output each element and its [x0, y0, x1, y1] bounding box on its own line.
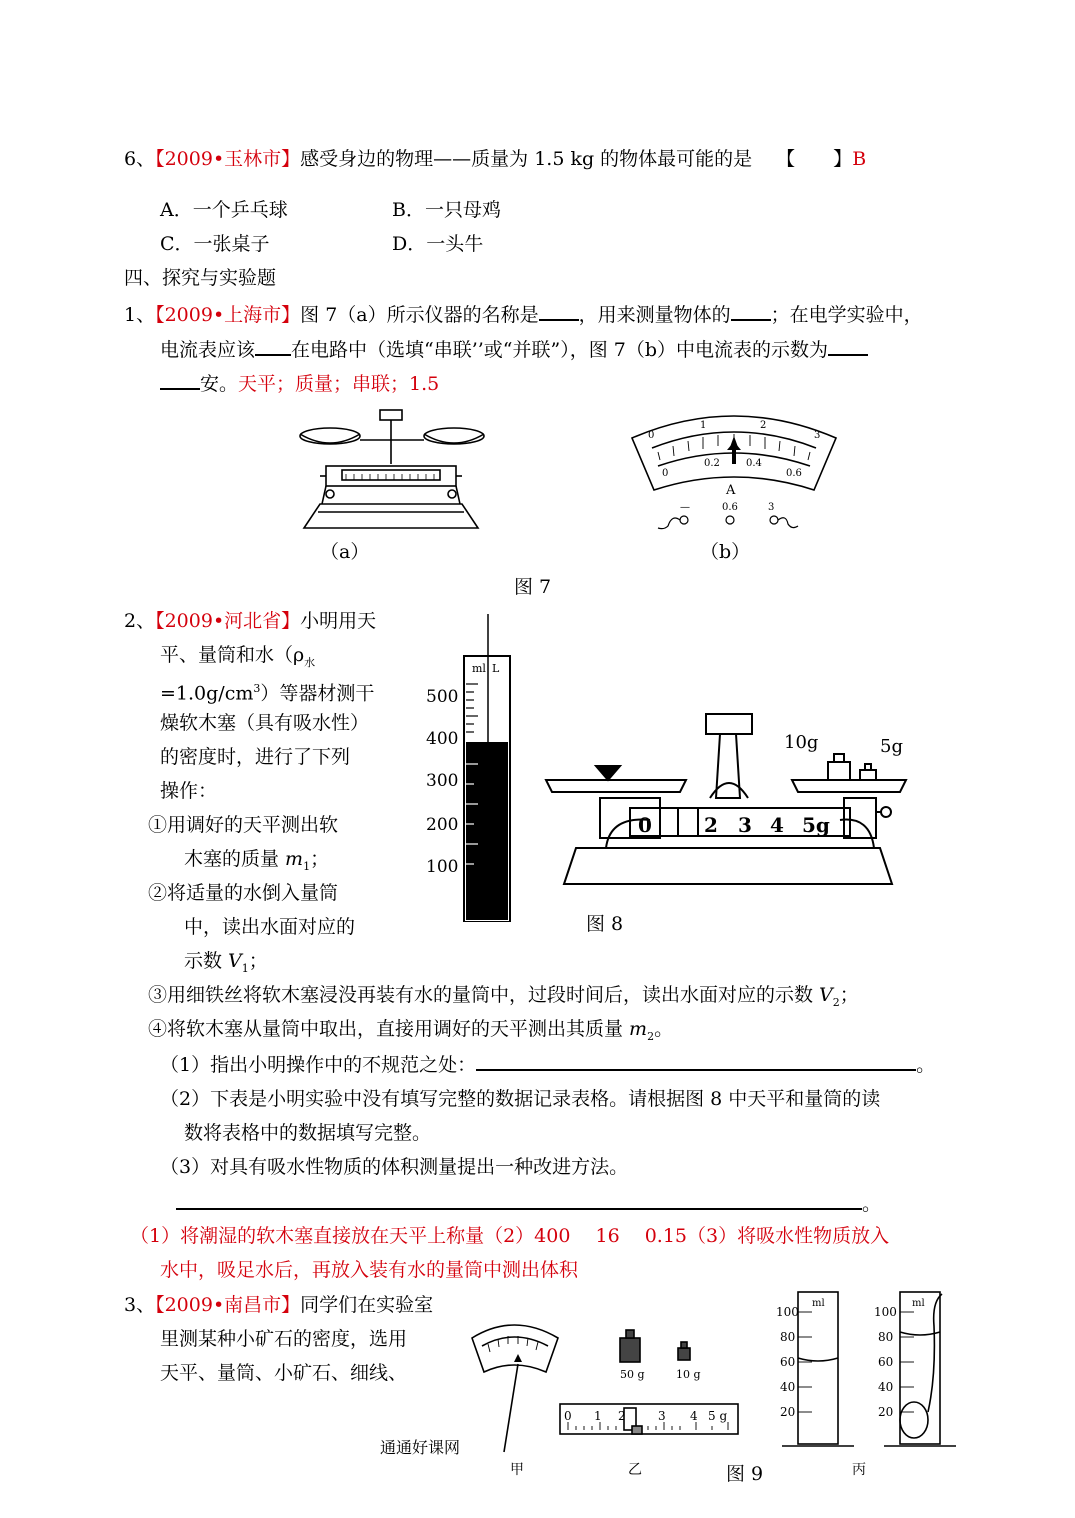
q2-intro-6: 操作： — [160, 780, 218, 802]
cyl8-tick-200: 200 — [426, 815, 459, 835]
q6-option-d: D．一头牛 — [392, 233, 484, 255]
cyl9a-tick-60: 60 — [780, 1355, 796, 1369]
q2-intro-3-tail: ）等器材测干 — [260, 682, 375, 705]
q1-line-2 — [160, 336, 868, 362]
q2-cm-sup: 3 — [253, 682, 261, 695]
cyl9b-tick-60: 60 — [878, 1355, 894, 1369]
ammeter-bottom-tick-2: 0.4 — [746, 458, 762, 469]
q6-answer: B — [852, 148, 867, 170]
figure-7a-label: （a） — [320, 541, 370, 563]
q2-intro-5: 的密度时，进行了下列 — [160, 746, 351, 768]
cyl9a-tick-20: 20 — [780, 1405, 796, 1419]
q6-stem: 感受身边的物理——质量为 1.5 kg 的物体最可能的是 — [300, 148, 753, 170]
q2-answer-b: 水中，吸足水后，再放入装有水的量筒中测出体积 — [160, 1259, 579, 1281]
q2-step4-end: 。 — [654, 1018, 674, 1040]
figure-7-caption: 图 7 — [514, 576, 552, 598]
q3-text-1: 同学们在实验室 — [300, 1294, 434, 1316]
cyl8-unit: ml — [472, 662, 486, 675]
q2-step2-a: ②将适量的水倒入量筒 — [148, 882, 339, 904]
cyl8-tick-500: 500 — [426, 687, 459, 707]
q1-blank-1[interactable] — [539, 301, 579, 321]
q2-sub3-end: 。 — [862, 1193, 882, 1215]
q1-text-e: 在电路中（选填“串联’’或“并联”），图 7（b）中电流表的示数为 — [291, 339, 829, 361]
q2-answer-a: （1）将潮湿的软木塞直接放在天平上称量（2）400 16 0.15（3）将吸水性物质放入 — [130, 1225, 890, 1247]
q1-text-d: 电流表应该 — [160, 339, 256, 361]
q2-line-3 — [160, 677, 374, 705]
q2-v1: V — [228, 950, 242, 972]
q2-step2-c: 示数 — [184, 950, 229, 972]
cyl8-tick-400: 400 — [426, 729, 459, 749]
q2-m1-sub: 1 — [303, 859, 311, 873]
q2-step2-end: ； — [248, 950, 268, 972]
q2-intro-1: 小明用天 — [300, 610, 377, 632]
figure-8-caption: 图 8 — [586, 913, 624, 935]
cyl8-tick-300: 300 — [426, 771, 459, 791]
cyl8-tick-100: 100 — [426, 857, 459, 877]
q2-sub2-a: （2）下表是小明实验中没有填写完整的数据记录表格。请根据图 8 中天平和量筒的读 — [160, 1088, 881, 1110]
balance8-scale-4: 4 — [770, 813, 784, 837]
q2-sub1-line — [160, 1053, 935, 1077]
balance8-scale-2: 2 — [704, 813, 718, 837]
ammeter-bottom-tick-1: 0.2 — [704, 458, 720, 469]
dial-needle — [504, 1364, 518, 1452]
q2-sub3: （3）对具有吸水性物质的体积测量提出一种改进方法。 — [160, 1156, 629, 1178]
balance8-weight-5g: 5g — [880, 736, 903, 757]
q1-text-f: 安。 — [200, 373, 239, 395]
q2-m1: m — [285, 848, 304, 870]
q6-option-a: A．一个乒乓球 — [160, 199, 288, 221]
ammeter-terminal-neg: — — [680, 502, 690, 513]
q2-line-2 — [160, 643, 315, 675]
balance8-scale-0: 0 — [638, 813, 652, 837]
balance8-scale-5g: 5g — [802, 813, 830, 837]
q1-text-b: ，用来测量物体的 — [578, 304, 731, 326]
q2-v2: V — [819, 984, 833, 1006]
q1-blank-2[interactable] — [731, 301, 771, 321]
q6-option-b: B．一只母鸡 — [392, 199, 501, 221]
ruler9-tick-1: 1 — [594, 1409, 602, 1423]
q2-v1-sub: 1 — [241, 961, 249, 975]
q3-number: 3、 — [124, 1294, 156, 1316]
q2-intro-3: =1.0g/cm — [160, 682, 254, 705]
q2-step3: ③用细铁丝将软木塞浸没再装有水的量筒中，过段时间后，读出水面对应的示数 — [148, 984, 820, 1006]
q2-step2-b: 中，读出水面对应的 — [184, 916, 356, 938]
figure-7b-label: （b） — [700, 541, 751, 563]
cyl9b-tick-40: 40 — [878, 1380, 894, 1394]
q3-source-tag: 【2009•南昌市】 — [155, 1294, 301, 1316]
footer-watermark: 通通好课网 — [380, 1438, 461, 1457]
figure-9-dial — [468, 1318, 568, 1458]
cyl9a-tick-80: 80 — [780, 1330, 796, 1344]
q6-line — [124, 147, 866, 171]
figure-7a-balance — [296, 404, 486, 532]
q1-line-3 — [160, 370, 439, 396]
figure-9-label-jia: 甲 — [510, 1462, 524, 1478]
q6-bracket: 【 】 — [776, 148, 853, 170]
q3-line-1 — [124, 1293, 433, 1317]
q2-step3-end: ； — [839, 984, 859, 1006]
q1-text-c: ；在电学实验中， — [770, 304, 923, 326]
figure-9-caption: 图 9 — [726, 1463, 764, 1485]
cyl9b-tick-100: 100 — [874, 1305, 897, 1319]
q2-sub3-blank[interactable] — [176, 1194, 862, 1210]
ruler9-tick-5g: 5 g — [708, 1409, 728, 1423]
q2-step1-end: ； — [310, 848, 330, 870]
section-title: 四、探究与实验题 — [124, 267, 277, 289]
cyl9a-tick-100: 100 — [776, 1305, 799, 1319]
ruler9-tick-4: 4 — [690, 1409, 698, 1423]
q2-step1-b: 木塞的质量 — [184, 848, 286, 870]
ruler9-tick-0: 0 — [564, 1409, 572, 1423]
figure-8-cylinder — [420, 614, 520, 922]
q1-line-1 — [124, 301, 923, 327]
ammeter-top-tick-3: 3 — [814, 430, 821, 441]
q2-step1-a: ①用调好的天平测出软 — [148, 814, 339, 836]
ruler9-tick-3: 3 — [658, 1409, 666, 1423]
ammeter-terminal-06: 0.6 — [722, 502, 738, 513]
q1-blank-4a[interactable] — [828, 336, 868, 356]
q2-step4: ④将软木塞从量筒中取出，直接用调好的天平测出其质量 — [148, 1018, 630, 1040]
q1-number: 1、 — [124, 304, 156, 326]
q2-step3-line — [148, 983, 859, 1015]
cyl8-unit-2: L — [492, 662, 500, 675]
q6-option-c: C．一张桌子 — [160, 233, 270, 255]
q2-intro-2: 平、量筒和水（ρ — [160, 644, 305, 666]
figure-7b-ammeter — [628, 404, 840, 532]
q2-sub1-end: 。 — [916, 1054, 936, 1076]
ammeter-unit: A — [726, 483, 736, 498]
ammeter-top-tick-0: 0 — [648, 430, 655, 441]
cyl9b-tick-80: 80 — [878, 1330, 894, 1344]
q2-step4-line — [148, 1017, 673, 1049]
ammeter-bottom-tick-3: 0.6 — [786, 468, 802, 479]
q2-sub3-blank-line — [176, 1192, 881, 1216]
cyl9a-unit: ml — [812, 1298, 825, 1309]
ammeter-top-tick-2: 2 — [760, 420, 767, 431]
q2-sub1: （1）指出小明操作中的不规范之处： — [160, 1054, 477, 1076]
q1-blank-4b[interactable] — [160, 370, 200, 390]
ammeter-terminal-3: 3 — [768, 502, 775, 513]
cyl9b-tick-20: 20 — [878, 1405, 894, 1419]
q1-text-a: 图 7（a）所示仪器的名称是 — [300, 304, 539, 326]
q6-source-tag: 【2009•玉林市】 — [155, 148, 301, 170]
figure-9-cylinders — [772, 1286, 982, 1452]
q1-answer: 天平；质量；串联；1.5 — [238, 373, 440, 395]
q3-text-2: 里测某种小矿石的密度，选用 — [160, 1328, 408, 1350]
figure-9-label-bing: 丙 — [852, 1462, 866, 1478]
balance8-scale-3: 3 — [738, 813, 752, 837]
q2-source-tag: 【2009•河北省】 — [155, 610, 301, 632]
q2-m2-sub: 2 — [647, 1029, 655, 1043]
figure-9-weights-ruler — [556, 1322, 742, 1442]
figure-9-label-yi: 乙 — [628, 1462, 642, 1478]
ammeter-top-tick-1: 1 — [700, 420, 707, 431]
balance8-weight-10g: 10g — [784, 732, 819, 753]
weight9-10g: 10 g — [676, 1368, 701, 1381]
q2-sub1-blank[interactable] — [476, 1055, 916, 1071]
q2-rho-sub: 水 — [304, 655, 316, 669]
q2-m2: m — [629, 1018, 648, 1040]
q3-text-3: 天平、量筒、小矿石、细线、 — [160, 1362, 408, 1384]
q2-sub2-b: 数将表格中的数据填写完整。 — [184, 1122, 432, 1144]
ruler9-tick-2: 2 — [618, 1409, 626, 1423]
q2-v2-sub: 2 — [832, 995, 840, 1009]
q2-line-1 — [124, 609, 376, 633]
q6-number: 6、 — [124, 148, 156, 170]
q2-intro-4: 燥软木塞（具有吸水性） — [160, 712, 370, 734]
q2-step2-c-line — [184, 949, 268, 981]
q1-source-tag: 【2009•上海市】 — [155, 304, 301, 326]
q2-number: 2、 — [124, 610, 156, 632]
cyl9b-unit: ml — [912, 1298, 925, 1309]
q1-blank-3[interactable] — [255, 336, 291, 356]
weight9-50g: 50 g — [620, 1368, 645, 1381]
cyl9a-tick-40: 40 — [780, 1380, 796, 1394]
q2-step1-b-line — [184, 847, 329, 879]
ammeter-bottom-tick-0: 0 — [662, 468, 669, 479]
figure-8-balance — [540, 708, 912, 886]
